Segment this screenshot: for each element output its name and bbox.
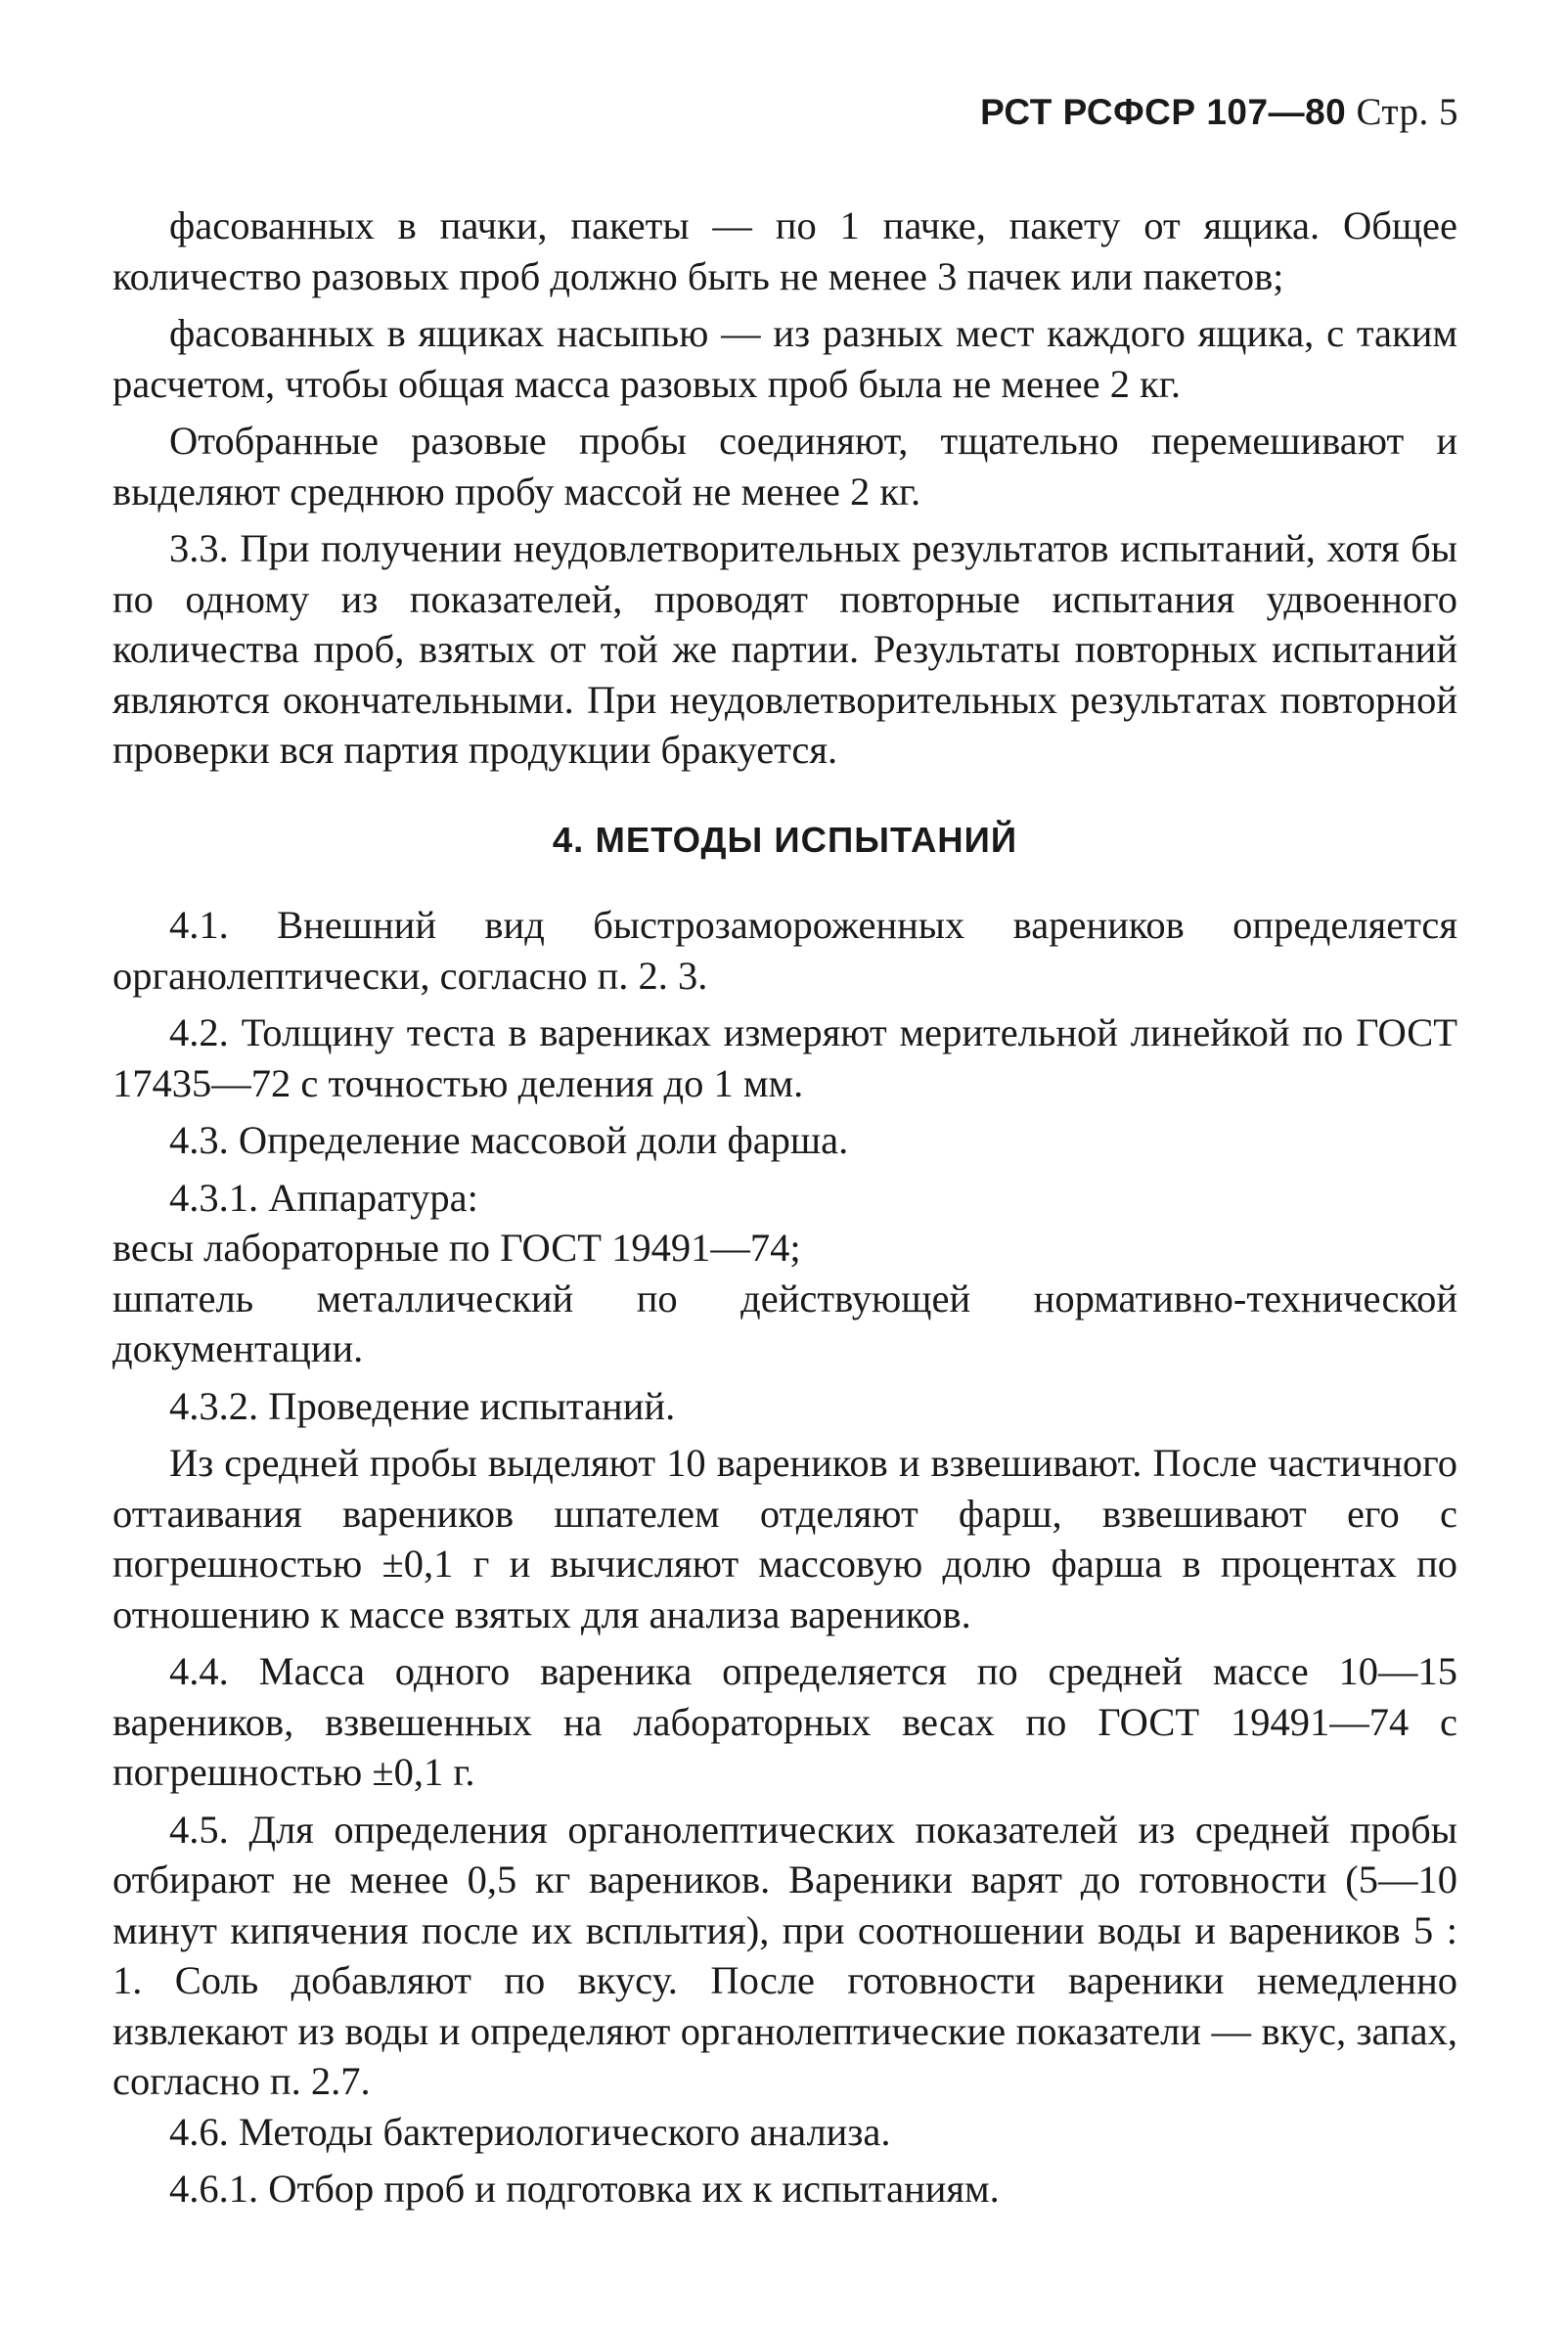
standard-number: РСТ РСФСР 107—80	[980, 92, 1347, 132]
paragraph-4-4: 4.4. Масса одного вареника определяется по средней массе 10—15 вареников, взвешенных на лабораторных весах по ГОСТ 19491—74 с погрешностью ±0,1 г.	[112, 1649, 1457, 1794]
paragraph-3-3: 3.3. При получении неудовлетворительных результатов испытаний, хотя бы по одному из показателей, проводят повторные испытания удвоенного количества проб, взятых от той же партии. Результаты повторных испытаний являются окончательными. При неудовлетворительных результатах повторной проверки вся партия продукции бракуется.	[112, 526, 1457, 772]
paragraph-4-3: 4.3. Определение массовой доли фарша.	[169, 1118, 849, 1162]
paragraph-4-6: 4.6. Методы бактериологического анализа.	[169, 2109, 891, 2154]
paragraph-4-6-1: 4.6.1. Отбор проб и подготовка их к испытаниям.	[169, 2167, 1000, 2211]
paragraph-procedure: Из средней пробы выделяют 10 вареников и взвешивают. После частичного оттаивания вареников шпателем отделяют фарш, взвешивают его с погрешностью ±0,1 г и вычисляют массовую долю фарша в процентах по отношению к массе взятых для анализа вареников.	[112, 1441, 1457, 1636]
paragraph-4-3-2: 4.3.2. Проведение испытаний.	[169, 1383, 676, 1428]
equipment-spatula: шпатель металлический по действующей нормативно-технической документации.	[112, 1275, 1457, 1370]
page-number: Стр. 5	[1356, 91, 1458, 133]
paragraph-average-sample: Отобранные разовые пробы соединяют, тщательно перемешивают и выделяют среднюю пробу массой не менее 2 кг.	[112, 419, 1457, 514]
paragraph-4-3-1: 4.3.1. Аппаратура:	[169, 1175, 478, 1220]
paragraph-4-2: 4.2. Толщину теста в варениках измеряют мерительной линейкой по ГОСТ 17435—72 с точностью деления до 1 мм.	[112, 1010, 1457, 1105]
paragraph-bulk-samples: фасованных в ящиках насыпью — из разных мест каждого ящика, с таким расчетом, чтобы общая масса разовых проб была не менее 2 кг.	[112, 311, 1457, 406]
paragraph-packaged-samples: фасованных в пачки, пакеты — по 1 пачке, пакету от ящика. Общее количество разовых проб должно быть не менее 3 пачек или пакетов;	[112, 203, 1457, 298]
paragraph-4-1: 4.1. Внешний вид быстрозамороженных вареников определяется органолептически, согласно п. 2. 3.	[112, 903, 1457, 998]
page-header	[980, 90, 1458, 134]
paragraph-4-5: 4.5. Для определения органолептических показателей из средней пробы отбирают не менее 0,5 кг вареников. Вареники варят до готовности (5—10 минут кипячения после их всплытия), при соотношении воды и вареников 5 : 1. Соль добавляют по вкусу. После готовности вареники немедленно извлекают из воды и определяют органолептические показатели — вкус, запах, согласно п. 2.7.	[112, 1807, 1457, 2103]
section-heading: 4. МЕТОДЫ ИСПЫТАНИЙ	[552, 819, 1018, 860]
document-body	[112, 201, 1457, 2215]
equipment-scales: весы лабораторные по ГОСТ 19491—74;	[112, 1226, 801, 1270]
